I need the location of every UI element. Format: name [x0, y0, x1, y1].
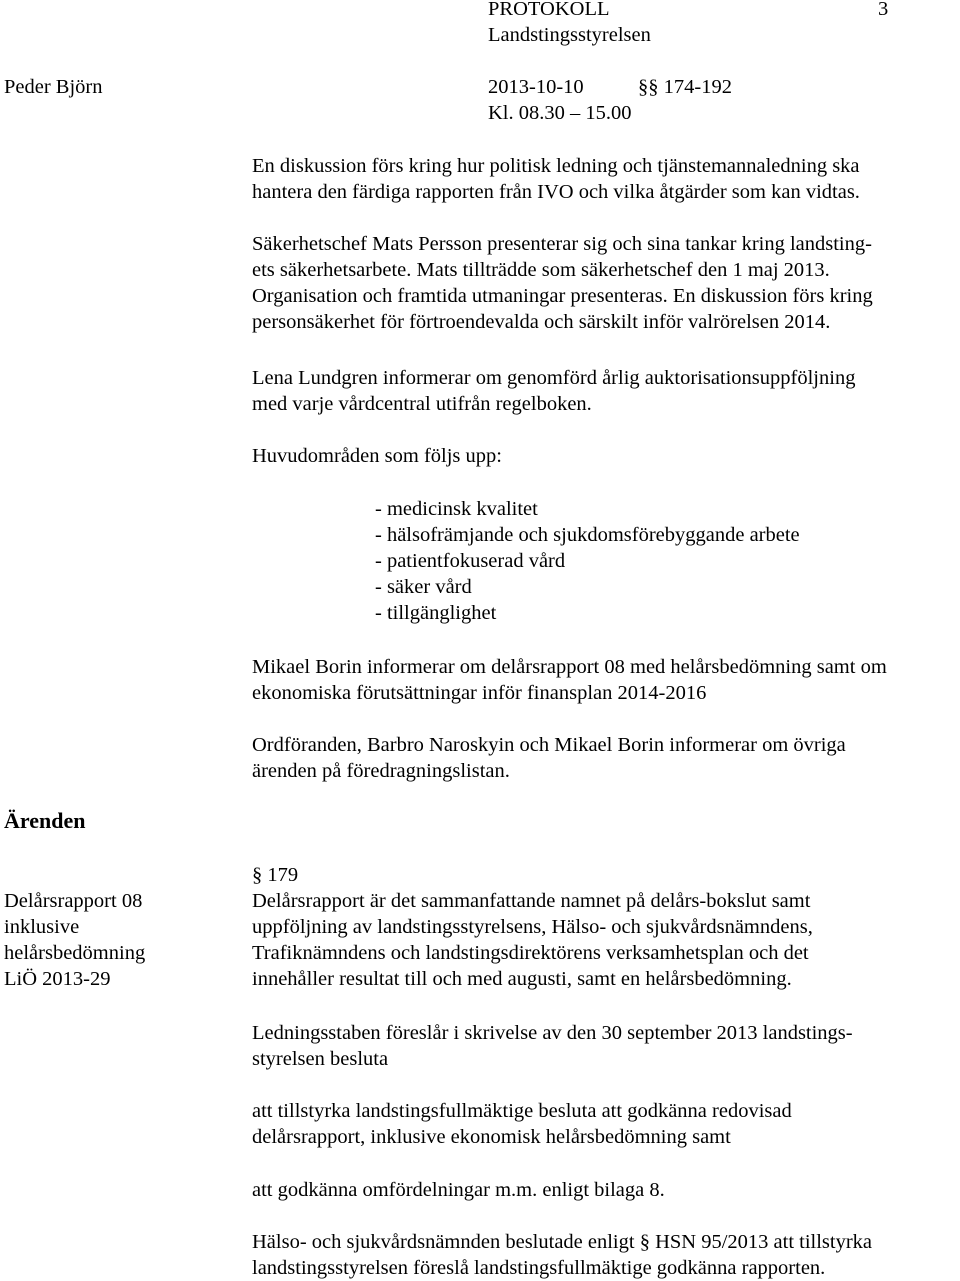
case-committee-decision [252, 1229, 957, 1281]
text-line: personsäkerhet för förtroendevalda och särskilt inför valrörelsen 2014. [252, 311, 831, 333]
protocol-label: PROTOKOLL [488, 0, 610, 20]
text-line: Mikael Borin informerar om delårsrapport 08 med helårsbedömning samt om [252, 656, 887, 678]
case-description [252, 888, 957, 992]
text-line: Hälso- och sjukvårdsnämnden beslutade enligt § HSN 95/2013 att tillstyrka [252, 1231, 873, 1253]
text-line: Organisation och framtida utmaningar presenteras. En diskussion förs kring [252, 285, 873, 307]
text-line: helårsbedömning [4, 942, 146, 964]
text-line: att godkänna omfördelningar m.m. enligt bilaga 8. [252, 1179, 665, 1201]
text-line: Lena Lundgren informerar om genomförd årlig auktorisationsuppföljning [252, 367, 856, 389]
text-line: Delårsrapport 08 [4, 890, 143, 912]
case-sidebar-label [4, 888, 145, 992]
text-line: Säkerhetschef Mats Persson presenterar sig och sina tankar kring landsting- [252, 233, 872, 255]
focus-areas-heading [252, 443, 957, 469]
text-line: delårsrapport, inklusive ekonomisk helårsbedömning samt [252, 1126, 731, 1148]
text-line: Trafiknämndens och landstingsdirektörens verksamhetsplan och det [252, 942, 809, 964]
text-line: § 179 [252, 864, 299, 886]
list-item: - säker vård [375, 576, 472, 598]
case-decision-1 [252, 1098, 957, 1150]
case-paragraph-number [252, 862, 957, 888]
text-line: Ledningsstaben föreslår i skrivelse av den 30 september 2013 landstings- [252, 1022, 853, 1044]
meeting-time: Kl. 08.30 – 15.00 [488, 102, 632, 124]
list-item: - patientfokuserad vård [375, 550, 566, 572]
text-line: hantera den färdiga rapporten från IVO och vilka åtgärder som kan vidtas. [252, 181, 860, 203]
case-decision-2 [252, 1177, 957, 1203]
paragraph-security-chief [252, 231, 957, 335]
text-line: Ordföranden, Barbro Naroskyin och Mikael Borin informerar om övriga [252, 734, 846, 756]
text-line: ets säkerhetsarbete. Mats tillträdde som säkerhetschef den 1 maj 2013. [252, 259, 830, 281]
list-item: - medicinsk kvalitet [375, 498, 538, 520]
organization-name: Landstingsstyrelsen [488, 24, 651, 46]
text-line: Delårsrapport är det sammanfattande namnet på delårs-bokslut samt [252, 890, 811, 912]
paragraph-authorization-followup [252, 365, 957, 417]
list-item: - tillgänglighet [375, 602, 497, 624]
text-line: uppföljning av landstingsstyrelsens, Hälso- och sjukvårdsnämndens, [252, 916, 813, 938]
paragraph-chair-info [252, 732, 957, 784]
text-line: ärenden på föredragningslistan. [252, 760, 510, 782]
page-number: 3 [878, 0, 889, 20]
paragraph-range: §§ 174-192 [638, 76, 732, 98]
text-line: ekonomiska förutsättningar inför finansplan 2014-2016 [252, 682, 707, 704]
text-line: Huvudområden som följs upp: [252, 445, 502, 467]
text-line: landstingsstyrelsen föreslå landstingsfullmäktige godkänna rapporten. [252, 1257, 826, 1279]
list-item: - hälsofrämjande och sjukdomsförebyggande arbete [375, 524, 800, 546]
text-line: En diskussion förs kring hur politisk ledning och tjänstemannaledning ska [252, 155, 860, 177]
section-heading: Ärenden [4, 808, 86, 833]
text-line: LiÖ 2013-29 [4, 968, 111, 990]
paragraph-ivo-discussion [252, 153, 957, 205]
text-line: att tillstyrka landstingsfullmäktige besluta att godkänna redovisad [252, 1100, 792, 1122]
text-line: styrelsen besluta [252, 1048, 389, 1070]
paragraph-interim-report-info [252, 654, 957, 706]
text-line: inklusive [4, 916, 80, 938]
focus-areas-list [375, 496, 800, 626]
meeting-date: 2013-10-10 [488, 76, 584, 98]
author-name: Peder Björn [4, 76, 103, 98]
text-line: med varje vårdcentral utifrån regelboken. [252, 393, 592, 415]
case-proposal [252, 1020, 957, 1072]
text-line: innehåller resultat till och med augusti, samt en helårsbedömning. [252, 968, 792, 990]
